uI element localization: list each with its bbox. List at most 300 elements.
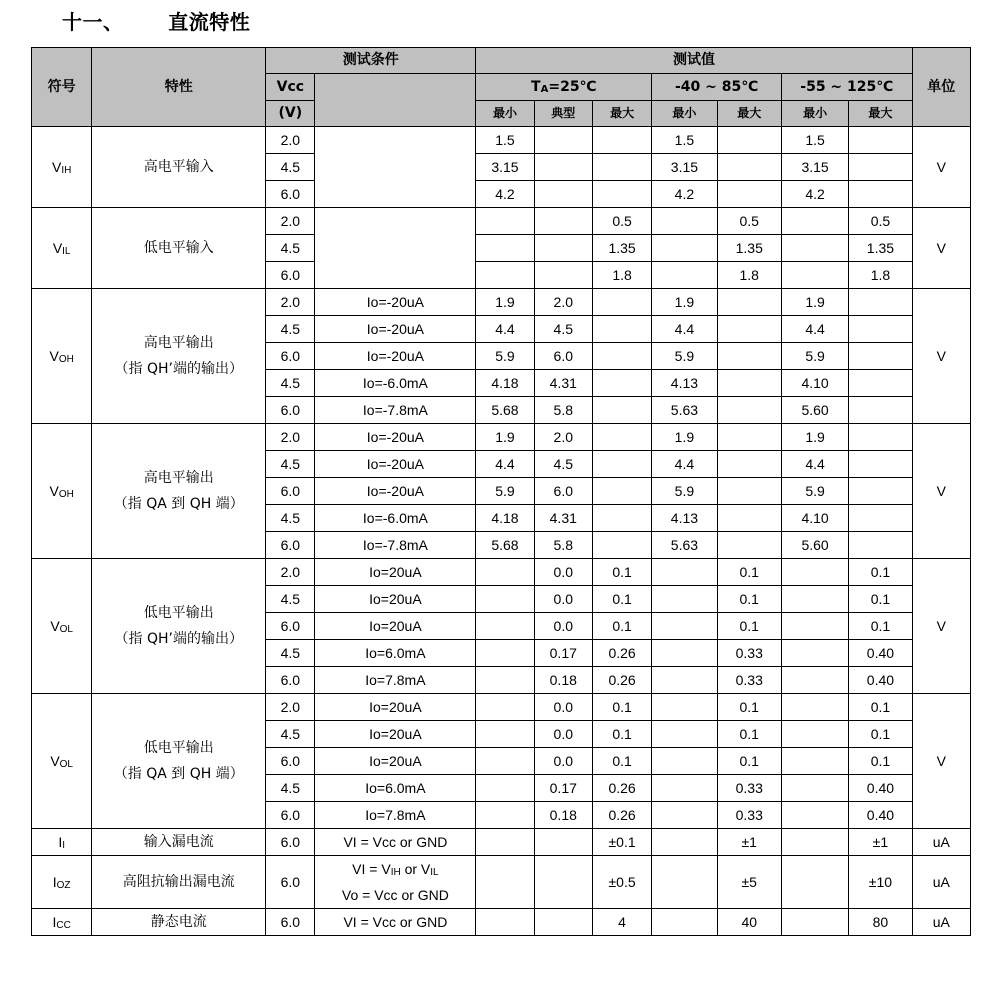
- value-max125: 0.40: [849, 640, 912, 667]
- value-max125: 0.1: [849, 613, 912, 640]
- vcc-cell: 6.0: [266, 909, 315, 936]
- value-max25: 0.1: [592, 748, 651, 775]
- value-max25: 0.1: [592, 613, 651, 640]
- characteristic-name: 高电平输出: [143, 470, 214, 486]
- value-typ25: 5.8: [534, 532, 592, 559]
- value-max25: [592, 424, 651, 451]
- value-max25: [592, 343, 651, 370]
- value-min125: 3.15: [781, 154, 848, 181]
- value-typ25: [534, 127, 592, 154]
- value-min85: [652, 748, 717, 775]
- value-typ25: 4.5: [534, 316, 592, 343]
- condition-cell: Io=-20uA: [315, 343, 476, 370]
- symbol-letter: V: [51, 159, 62, 175]
- characteristic-name: 低电平输出: [143, 605, 214, 621]
- value-max125: [849, 478, 912, 505]
- condition-cell: Io=-7.8mA: [315, 532, 476, 559]
- value-max125: [849, 127, 912, 154]
- value-typ25: [534, 909, 592, 936]
- vcc-cell: 6.0: [266, 667, 315, 694]
- value-min85: [652, 559, 717, 586]
- value-min85: 4.4: [652, 451, 717, 478]
- table-body: [32, 127, 971, 936]
- value-min85: 5.63: [652, 397, 717, 424]
- value-max85: ±5: [717, 856, 781, 909]
- value-min125: [781, 613, 848, 640]
- value-min125: 1.9: [781, 424, 848, 451]
- unit-cell: V: [912, 694, 970, 829]
- value-max25: 0.1: [592, 694, 651, 721]
- vcc-cell: 6.0: [266, 829, 315, 856]
- value-typ25: 6.0: [534, 478, 592, 505]
- value-max125: ±1: [849, 829, 912, 856]
- value-min85: [652, 856, 717, 909]
- condition-cell: Io=7.8mA: [315, 802, 476, 829]
- condition-cell: Io=-20uA: [315, 478, 476, 505]
- condition-cell: Io=20uA: [315, 559, 476, 586]
- value-max85: [717, 505, 781, 532]
- vcc-cell: 2.0: [266, 208, 315, 235]
- vcc-cell: 4.5: [266, 235, 315, 262]
- value-min125: [781, 721, 848, 748]
- value-min125: [781, 802, 848, 829]
- characteristic-name: 低电平输出: [143, 740, 214, 756]
- value-min85: [652, 775, 717, 802]
- symbol-cell: [32, 424, 92, 559]
- unit-cell: uA: [912, 829, 970, 856]
- characteristic-cell: [92, 289, 266, 424]
- value-max125: [849, 451, 912, 478]
- table-row: [32, 694, 971, 721]
- value-min125: 1.9: [781, 289, 848, 316]
- condition-cell: Io=20uA: [315, 721, 476, 748]
- unit-cell: uA: [912, 909, 970, 936]
- value-typ25: [534, 235, 592, 262]
- condition-cell: Io=6.0mA: [315, 775, 476, 802]
- value-min85: [652, 262, 717, 289]
- vcc-cell: 6.0: [266, 802, 315, 829]
- header-symbol: 符号: [32, 48, 92, 127]
- value-max25: ±0.5: [592, 856, 651, 909]
- header-unit: 单位: [912, 48, 970, 127]
- vcc-cell: 6.0: [266, 478, 315, 505]
- table-row: [32, 909, 971, 936]
- value-max85: 0.1: [717, 559, 781, 586]
- value-typ25: 6.0: [534, 343, 592, 370]
- header-min: 最小: [476, 101, 534, 127]
- table-row: [32, 856, 971, 909]
- vcc-cell: 4.5: [266, 721, 315, 748]
- value-min85: [652, 235, 717, 262]
- value-min85: [652, 613, 717, 640]
- value-max85: 0.1: [717, 721, 781, 748]
- value-max85: [717, 397, 781, 424]
- value-min85: 4.2: [652, 181, 717, 208]
- value-min85: 4.13: [652, 370, 717, 397]
- header-max: 最大: [592, 101, 651, 127]
- value-max125: 80: [849, 909, 912, 936]
- condition-cell: Io=-6.0mA: [315, 505, 476, 532]
- value-max125: [849, 154, 912, 181]
- symbol-cell: [32, 127, 92, 208]
- header-min: 最小: [652, 101, 717, 127]
- vcc-cell: 4.5: [266, 640, 315, 667]
- value-min25: 4.18: [476, 370, 534, 397]
- condition-cell: Io=20uA: [315, 694, 476, 721]
- value-typ25: 5.8: [534, 397, 592, 424]
- value-max25: [592, 154, 651, 181]
- table-row: [32, 829, 971, 856]
- value-min125: [781, 640, 848, 667]
- value-max25: 1.8: [592, 262, 651, 289]
- value-typ25: [534, 154, 592, 181]
- value-min25: [476, 802, 534, 829]
- value-max125: 0.40: [849, 667, 912, 694]
- vcc-cell: 2.0: [266, 289, 315, 316]
- value-max85: 40: [717, 909, 781, 936]
- value-max85: 0.1: [717, 694, 781, 721]
- table-row: [32, 127, 971, 154]
- symbol-letter: V: [52, 240, 63, 256]
- condition-cell: Io=-7.8mA: [315, 397, 476, 424]
- value-max125: [849, 289, 912, 316]
- value-max25: 0.26: [592, 640, 651, 667]
- condition-cell: [315, 856, 476, 909]
- value-typ25: 0.0: [534, 721, 592, 748]
- characteristic-cell: [92, 559, 266, 694]
- dc-characteristics-table: [31, 47, 971, 936]
- symbol-cell: [32, 694, 92, 829]
- vcc-cell: 4.5: [266, 316, 315, 343]
- value-min85: 5.63: [652, 532, 717, 559]
- value-typ25: 4.5: [534, 451, 592, 478]
- value-max25: 0.26: [592, 775, 651, 802]
- value-min25: 5.9: [476, 478, 534, 505]
- value-max125: 1.35: [849, 235, 912, 262]
- vcc-cell: 4.5: [266, 505, 315, 532]
- value-max85: [717, 181, 781, 208]
- header-typ: 典型: [534, 101, 592, 127]
- condition-cell: [315, 127, 476, 208]
- value-min85: [652, 208, 717, 235]
- header-range-125c: -55 ~ 125℃: [781, 74, 912, 101]
- symbol-letter: V: [49, 483, 59, 499]
- symbol-subscript: CC: [56, 920, 71, 931]
- header-vcc: Vcc: [266, 74, 315, 101]
- value-max85: [717, 424, 781, 451]
- condition-cell: [315, 909, 476, 936]
- characteristic-cell: [92, 424, 266, 559]
- value-typ25: [534, 856, 592, 909]
- value-min25: [476, 208, 534, 235]
- condition-cell: Io=20uA: [315, 613, 476, 640]
- value-max125: 0.1: [849, 586, 912, 613]
- value-max85: 0.33: [717, 802, 781, 829]
- unit-cell: V: [912, 127, 970, 208]
- value-min125: [781, 667, 848, 694]
- header-min: 最小: [781, 101, 848, 127]
- table-header: [32, 48, 971, 127]
- value-min125: 5.60: [781, 532, 848, 559]
- vcc-cell: 2.0: [266, 559, 315, 586]
- symbol-subscript: OL: [59, 759, 73, 770]
- condition-subscript: IL: [430, 867, 439, 878]
- symbol-cell: [32, 909, 92, 936]
- value-min25: 1.9: [476, 424, 534, 451]
- symbol-subscript: OL: [59, 624, 73, 635]
- value-min85: [652, 829, 717, 856]
- condition-cell: Io=20uA: [315, 748, 476, 775]
- value-min85: 1.5: [652, 127, 717, 154]
- value-min25: 5.9: [476, 343, 534, 370]
- table-row: [32, 424, 971, 451]
- symbol-letter: I: [58, 834, 63, 850]
- value-max85: [717, 532, 781, 559]
- table-row: [32, 289, 971, 316]
- value-min85: [652, 667, 717, 694]
- vcc-cell: 6.0: [266, 532, 315, 559]
- vcc-cell: 4.5: [266, 586, 315, 613]
- value-max25: 0.1: [592, 721, 651, 748]
- value-max125: [849, 181, 912, 208]
- value-min25: 5.68: [476, 532, 534, 559]
- value-min25: 1.9: [476, 289, 534, 316]
- symbol-letter: V: [50, 753, 60, 769]
- value-max25: [592, 451, 651, 478]
- value-min125: 4.2: [781, 181, 848, 208]
- value-min85: 1.9: [652, 289, 717, 316]
- unit-cell: V: [912, 289, 970, 424]
- table-row: [32, 559, 971, 586]
- value-min25: 4.2: [476, 181, 534, 208]
- value-min85: [652, 586, 717, 613]
- value-min25: [476, 694, 534, 721]
- vcc-cell: 4.5: [266, 775, 315, 802]
- value-min85: 5.9: [652, 343, 717, 370]
- characteristic-note: （指 QH’端的输出）: [114, 361, 243, 377]
- value-max25: [592, 532, 651, 559]
- value-min125: [781, 235, 848, 262]
- value-max25: 0.26: [592, 802, 651, 829]
- condition-cell: Io=-20uA: [315, 424, 476, 451]
- value-max85: 0.5: [717, 208, 781, 235]
- value-min85: 5.9: [652, 478, 717, 505]
- value-min125: [781, 856, 848, 909]
- value-max25: 1.35: [592, 235, 651, 262]
- value-min85: [652, 721, 717, 748]
- value-min125: [781, 208, 848, 235]
- characteristic-name: 输入漏电流: [92, 829, 266, 856]
- value-typ25: [534, 829, 592, 856]
- section-heading: [62, 6, 250, 35]
- symbol-letter: I: [52, 914, 57, 930]
- condition-cell: Io=20uA: [315, 586, 476, 613]
- condition-line: [315, 856, 475, 882]
- value-min25: 1.5: [476, 127, 534, 154]
- value-typ25: 0.0: [534, 559, 592, 586]
- value-min85: [652, 909, 717, 936]
- value-typ25: 4.31: [534, 505, 592, 532]
- symbol-subscript: OZ: [56, 880, 71, 891]
- value-min25: 3.15: [476, 154, 534, 181]
- value-min125: [781, 909, 848, 936]
- value-typ25: [534, 262, 592, 289]
- condition-text: VI = V: [352, 861, 391, 877]
- value-min85: 4.13: [652, 505, 717, 532]
- value-min25: [476, 640, 534, 667]
- header-range-25c-sub: A: [540, 84, 549, 95]
- value-min85: 4.4: [652, 316, 717, 343]
- value-max85: 0.33: [717, 640, 781, 667]
- condition-cell: Io=6.0mA: [315, 640, 476, 667]
- vcc-cell: 2.0: [266, 694, 315, 721]
- section-number: 十一、: [62, 10, 124, 34]
- header-range-25c-symbol: T: [531, 79, 541, 95]
- symbol-subscript: OH: [58, 354, 74, 365]
- condition-cell: Io=-20uA: [315, 451, 476, 478]
- characteristic-cell: [92, 208, 266, 289]
- value-typ25: 2.0: [534, 289, 592, 316]
- value-max125: 0.1: [849, 748, 912, 775]
- section-title: 直流特性: [168, 10, 251, 34]
- value-max25: 0.1: [592, 559, 651, 586]
- value-max85: 0.1: [717, 586, 781, 613]
- condition-cell: Io=-6.0mA: [315, 370, 476, 397]
- value-max85: ±1: [717, 829, 781, 856]
- value-min125: [781, 586, 848, 613]
- vcc-cell: 6.0: [266, 856, 315, 909]
- value-max125: 0.5: [849, 208, 912, 235]
- vcc-cell: 6.0: [266, 262, 315, 289]
- value-typ25: 0.18: [534, 802, 592, 829]
- value-max125: [849, 316, 912, 343]
- unit-cell: V: [912, 559, 970, 694]
- header-condition-blank: [315, 74, 476, 127]
- symbol-subscript: I: [62, 840, 65, 851]
- value-typ25: 0.17: [534, 775, 592, 802]
- value-max25: ±0.1: [592, 829, 651, 856]
- value-min25: [476, 775, 534, 802]
- value-min125: [781, 559, 848, 586]
- value-min125: 5.9: [781, 343, 848, 370]
- value-max125: 0.40: [849, 775, 912, 802]
- value-typ25: 0.0: [534, 613, 592, 640]
- value-min25: [476, 262, 534, 289]
- value-max25: 0.5: [592, 208, 651, 235]
- vcc-cell: 4.5: [266, 154, 315, 181]
- condition-cell: Io=-20uA: [315, 316, 476, 343]
- value-min25: [476, 721, 534, 748]
- value-max125: 1.8: [849, 262, 912, 289]
- header-max: 最大: [717, 101, 781, 127]
- value-typ25: 4.31: [534, 370, 592, 397]
- symbol-subscript: OH: [58, 489, 74, 500]
- value-max25: 0.26: [592, 667, 651, 694]
- value-max25: [592, 181, 651, 208]
- vcc-cell: 6.0: [266, 343, 315, 370]
- characteristic-name: 高电平输入: [143, 159, 214, 175]
- value-min125: 4.10: [781, 505, 848, 532]
- condition-text: or V: [400, 861, 431, 877]
- value-min25: 4.18: [476, 505, 534, 532]
- value-min25: [476, 559, 534, 586]
- value-typ25: 0.0: [534, 586, 592, 613]
- value-max125: 0.40: [849, 802, 912, 829]
- value-typ25: [534, 181, 592, 208]
- unit-cell: V: [912, 424, 970, 559]
- value-min85: 1.9: [652, 424, 717, 451]
- condition-cell: Io=7.8mA: [315, 667, 476, 694]
- header-max: 最大: [849, 101, 912, 127]
- value-min25: [476, 748, 534, 775]
- value-min125: 5.60: [781, 397, 848, 424]
- value-max85: 0.1: [717, 613, 781, 640]
- symbol-subscript: IH: [61, 165, 72, 176]
- header-range-85c: -40 ~ 85℃: [652, 74, 782, 101]
- header-test-values: 测试值: [476, 48, 912, 74]
- value-max25: [592, 316, 651, 343]
- value-typ25: 0.18: [534, 667, 592, 694]
- value-max25: [592, 370, 651, 397]
- value-min125: [781, 775, 848, 802]
- value-typ25: 0.17: [534, 640, 592, 667]
- value-min125: 1.5: [781, 127, 848, 154]
- vcc-cell: 6.0: [266, 181, 315, 208]
- characteristic-note: （指 QH’端的输出）: [114, 631, 243, 647]
- value-typ25: 0.0: [534, 748, 592, 775]
- value-min25: [476, 586, 534, 613]
- value-max85: [717, 370, 781, 397]
- value-max125: [849, 505, 912, 532]
- value-max125: [849, 370, 912, 397]
- characteristic-name: 高阻抗输出漏电流: [92, 856, 266, 909]
- symbol-cell: [32, 856, 92, 909]
- value-min25: [476, 667, 534, 694]
- characteristic-note: （指 QA 到 QH 端）: [113, 496, 244, 512]
- value-typ25: [534, 208, 592, 235]
- condition-text: VI = Vcc or GND: [343, 834, 448, 850]
- value-min25: [476, 235, 534, 262]
- value-max125: 0.1: [849, 559, 912, 586]
- value-max85: [717, 316, 781, 343]
- value-max85: 1.35: [717, 235, 781, 262]
- value-max125: [849, 397, 912, 424]
- value-min85: 3.15: [652, 154, 717, 181]
- vcc-cell: 2.0: [266, 127, 315, 154]
- value-min125: 4.10: [781, 370, 848, 397]
- value-min125: [781, 829, 848, 856]
- value-min25: 4.4: [476, 316, 534, 343]
- value-min85: [652, 694, 717, 721]
- characteristic-name: 高电平输出: [143, 335, 214, 351]
- value-min125: [781, 262, 848, 289]
- vcc-cell: 2.0: [266, 424, 315, 451]
- value-min125: [781, 748, 848, 775]
- value-max85: [717, 289, 781, 316]
- value-max125: ±10: [849, 856, 912, 909]
- condition-text: VI = Vcc or GND: [343, 914, 448, 930]
- value-max85: [717, 451, 781, 478]
- value-max25: [592, 289, 651, 316]
- value-min25: [476, 909, 534, 936]
- value-max85: [717, 478, 781, 505]
- vcc-cell: 6.0: [266, 397, 315, 424]
- value-max125: 0.1: [849, 694, 912, 721]
- value-max25: [592, 478, 651, 505]
- value-min25: [476, 613, 534, 640]
- condition-cell: Io=-20uA: [315, 289, 476, 316]
- value-min25: [476, 856, 534, 909]
